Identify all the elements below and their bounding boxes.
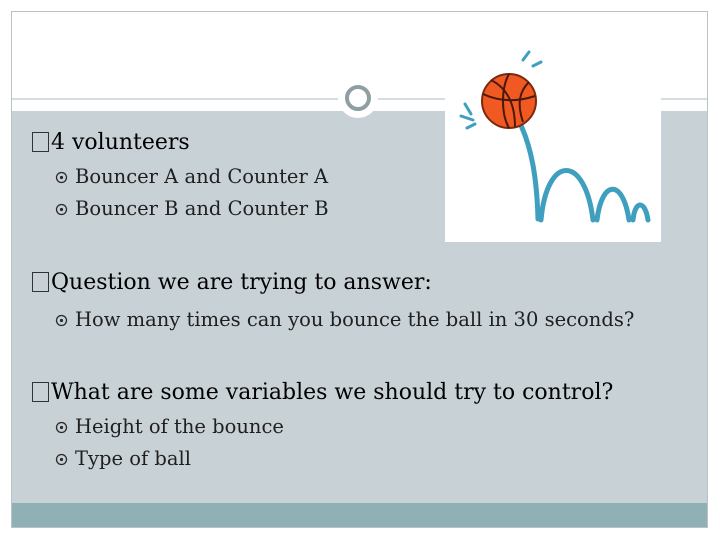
hollow-diamond-bullet-icon <box>55 421 68 434</box>
hollow-diamond-bullet-icon <box>55 203 68 216</box>
hollow-diamond-bullet-icon <box>55 453 68 466</box>
missing-glyph-box-icon <box>32 132 49 152</box>
slide-footer-band <box>12 503 707 527</box>
missing-glyph-box-icon <box>32 382 49 402</box>
list-item: Bouncer A and Counter A <box>55 167 328 187</box>
list-item: Height of the bounce <box>55 417 284 437</box>
bouncing-basketball-icon <box>445 44 661 242</box>
hollow-diamond-bullet-icon <box>55 171 68 184</box>
missing-glyph-box-icon <box>32 272 49 292</box>
list-item: Type of ball <box>55 449 191 469</box>
heading-volunteers: 4 volunteers <box>32 132 190 154</box>
list-item: Bouncer B and Counter B <box>55 199 329 219</box>
hollow-diamond-bullet-icon <box>55 314 68 327</box>
heading-question: Question we are trying to answer: <box>32 272 432 294</box>
decorative-ring-icon <box>338 78 378 118</box>
list-item: How many times can you bounce the ball in 30 seconds? <box>55 310 634 330</box>
heading-variables: What are some variables we should try to control? <box>32 382 613 404</box>
